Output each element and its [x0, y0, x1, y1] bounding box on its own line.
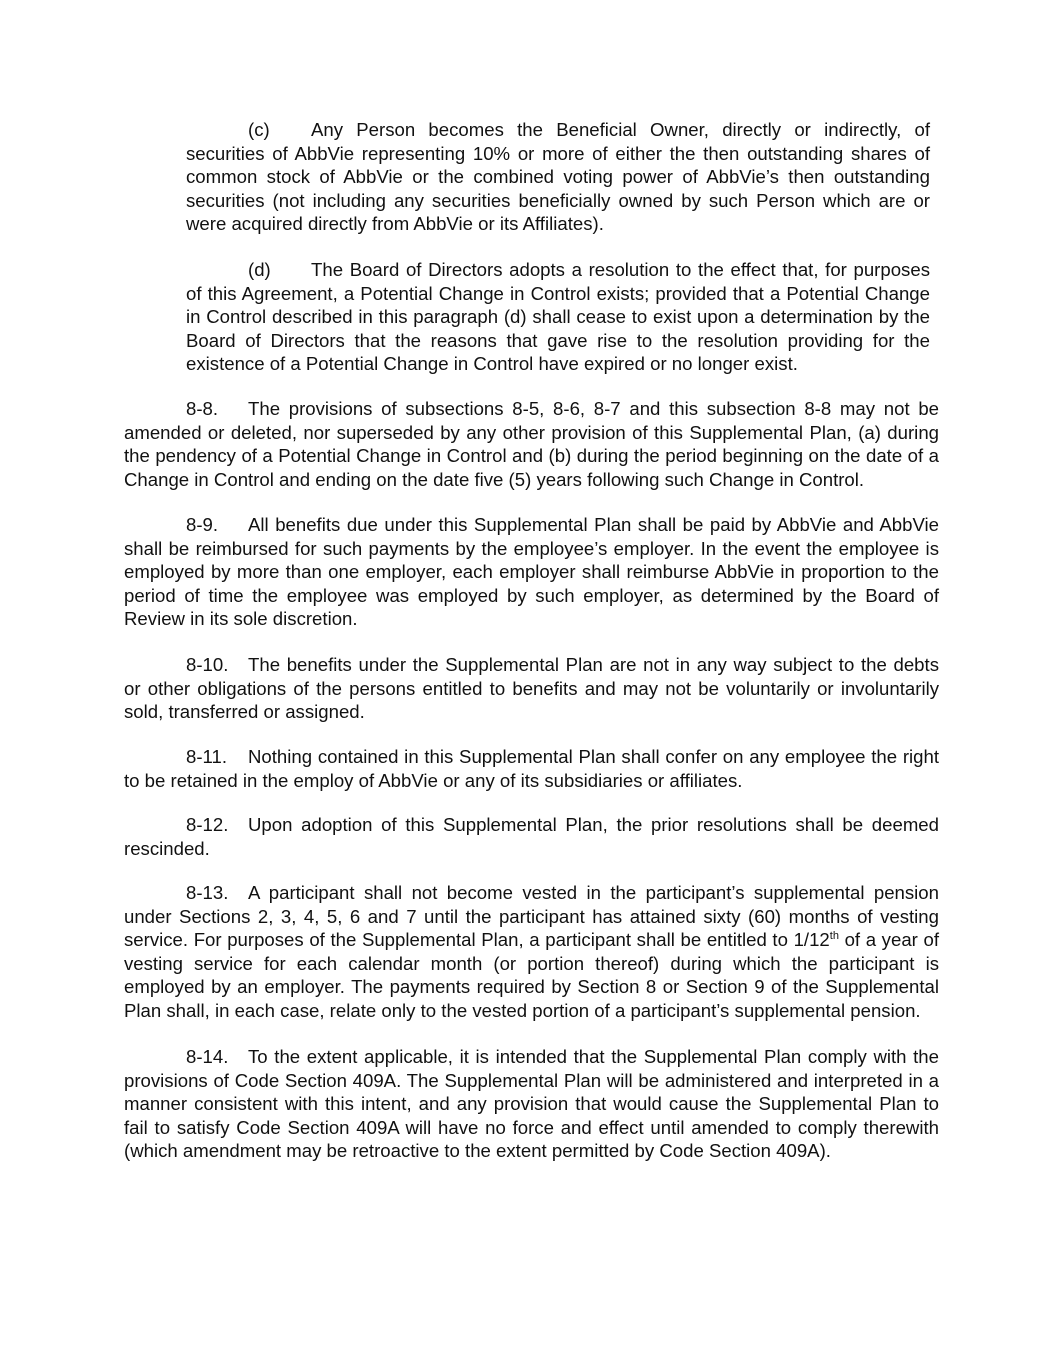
section-label: 8-13. [186, 882, 229, 903]
section-8-13 [124, 881, 939, 1023]
section-text: Nothing contained in this Supplemental Plan shall confer on any employee the right to be retained in the employ of AbbVie or any of its subsidiaries or affiliates. [124, 746, 939, 791]
superscript-th: th [829, 930, 839, 943]
section-label: 8-11. [186, 746, 228, 767]
section-text: Upon adoption of this Supplemental Plan, the prior resolutions shall be deemed rescinded. [124, 814, 939, 859]
section-8-11 [124, 745, 939, 792]
section-text: The provisions of subsections 8-5, 8-6, 8-7 and this subsection 8-8 may not be amended or deleted, nor superseded by any other provision of this Supplemental Plan, (a) during the pendency of a Potential Change in Control and (b) during the period beginning on the date of a Change in Control and ending on the date five (5) years following such Change in Control. [124, 398, 939, 490]
section-label: 8-9. [186, 514, 219, 535]
paragraph-label: (c) [248, 119, 270, 140]
section-label: 8-8. [186, 398, 219, 419]
section-text-continued: of a year of vesting service for each calendar month (or portion thereof) during which the participant is employed by an employer. The payments required by Section 8 or Section 9 of the Supplemental Plan shall, in each case, relate only to the vested portion of a participant’s supplemental pension. [124, 929, 939, 1021]
section-label: 8-14. [186, 1046, 229, 1067]
section-text: The benefits under the Supplemental Plan are not in any way subject to the debts or other obligations of the persons entitled to benefits and may not be voluntarily or involuntarily sold, transferred or assigned. [124, 654, 939, 723]
paragraph-text: The Board of Directors adopts a resolution to the effect that, for purposes of this Agreement, a Potential Change in Control exists; provided that a Potential Change in Control described in this paragraph (d) shall cease to exist upon a determination by the Board of Directors that the reasons that gave rise to the resolution providing for the existence of a Potential Change in Control have expired or no longer exist. [186, 259, 930, 375]
section-8-12 [124, 813, 939, 860]
paragraph-label: (d) [248, 259, 271, 280]
paragraph-text: Any Person becomes the Beneficial Owner, directly or indirectly, of securities of AbbVie representing 10% or more of either the then outstanding shares of common stock of AbbVie or the combined voting power of AbbVie’s then outstanding securities (not including any securities beneficially owned by such Person which are or were acquired directly from AbbVie or its Affiliates). [186, 119, 930, 235]
section-8-14 [124, 1045, 939, 1163]
section-text: To the extent applicable, it is intended that the Supplemental Plan comply with the provisions of Code Section 409A. The Supplemental Plan will be administered and interpreted in a manner consistent with this intent, and any provision that would cause the Supplemental Plan to fail to satisfy Code Section 409A will have no force and effect until amended to comply therewith (which amendment may be retroactive to the extent permitted by Code Section 409A). [124, 1046, 939, 1162]
section-8-9 [124, 513, 939, 631]
section-8-10 [124, 653, 939, 724]
section-label: 8-10. [186, 654, 229, 675]
paragraph-c [186, 118, 930, 236]
paragraph-d [186, 258, 930, 376]
section-text: All benefits due under this Supplemental Plan shall be paid by AbbVie and AbbVie shall be reimbursed for such payments by the employee’s employer. In the event the employee is employed by more than one employer, each employer shall reimburse AbbVie in proportion to the period of time the employee was employed by such employer, as determined by the Board of Review in its sole discretion. [124, 514, 939, 630]
section-8-8 [124, 397, 939, 491]
section-label: 8-12. [186, 814, 229, 835]
section-text: A participant shall not become vested in the participant’s supplemental pension under Sections 2, 3, 4, 5, 6 and 7 until the participant has attained sixty (60) months of vesting service. For purposes of the Supplemental Plan, a participant shall be entitled to 1/12 [124, 882, 939, 951]
